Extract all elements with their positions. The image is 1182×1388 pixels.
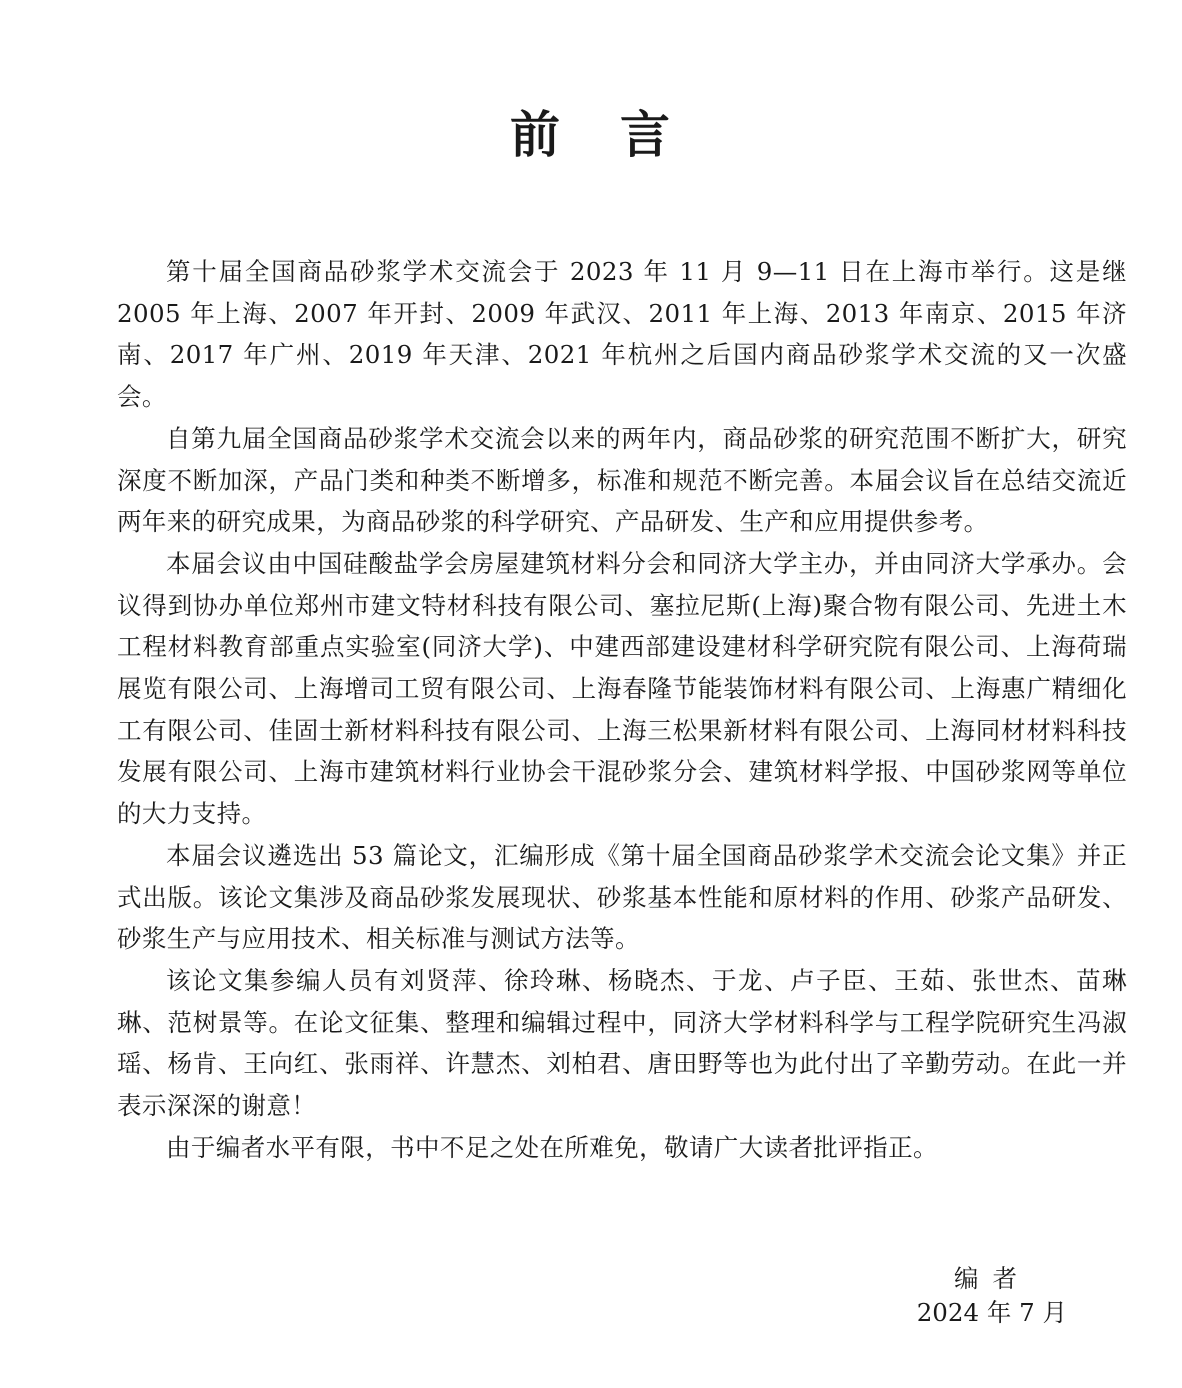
paragraph-3: 本届会议由中国硅酸盐学会房屋建筑材料分会和同济大学主办，并由同济大学承办。会议得到协办单位郑州市建文特材科技有限公司、塞拉尼斯(上海)聚合物有限公司、先进土木工程材料教育部重点实验室(同济大学)、中建西部建设建材科学研究院有限公司、上海荷瑞展览有限公司、上海增司工贸有限公司、上海春隆节能装饰材料有限公司、上海惠广精细化工有限公司、佳固士新材料科技有限公司、上海三松果新材料有限公司、上海同材材料科技发展有限公司、上海市建筑材料行业协会干混砂浆分会、建筑材料学报、中国砂浆网等单位的大力支持。 <box>117 548 1127 829</box>
signature-author: 编者 <box>954 1264 1031 1293</box>
page-title: 前言 <box>510 106 730 164</box>
paragraph-4: 本届会议遴选出 53 篇论文，汇编形成《第十届全国商品砂浆学术交流会论文集》并正式出版。该论文集涉及商品砂浆发展现状、砂浆基本性能和原材料的作用、砂浆产品研发、砂浆生产与应用技术、相关标准与测试方法等。 <box>117 840 1127 954</box>
signature-date: 2024 年 7 月 <box>916 1298 1067 1327</box>
signature-block <box>917 1262 1067 1330</box>
paragraph-6: 由于编者水平有限，书中不足之处在所难免，敬请广大读者批评指正。 <box>166 1132 938 1162</box>
paragraph-5: 该论文集参编人员有刘贤萍、徐玲琳、杨晓杰、于龙、卢子臣、王茹、张世杰、苗琳琳、范树景等。在论文征集、整理和编辑过程中，同济大学材料科学与工程学院研究生冯淑瑶、杨肯、王向红、张雨祥、许慧杰、刘柏君、唐田野等也为此付出了辛勤劳动。在此一并表示深深的谢意！ <box>117 965 1127 1121</box>
paragraph-1: 第十届全国商品砂浆学术交流会于 2023 年 11 月 9—11 日在上海市举行。这是继 2005 年上海、2007 年开封、2009 年武汉、2011 年上海、2013 年南京、2015 年济南、2017 年广州、2019 年天津、2021 年杭州之后国内商品砂浆学术交流的又一次盛会。 <box>117 257 1127 412</box>
paragraph-2: 自第九届全国商品砂浆学术交流会以来的两年内，商品砂浆的研究范围不断扩大，研究深度不断加深，产品门类和种类不断增多，标准和规范不断完善。本届会议旨在总结交流近两年来的研究成果，为商品砂浆的科学研究、产品研发、生产和应用提供参考。 <box>117 423 1127 537</box>
preface-body <box>117 251 1127 1168</box>
